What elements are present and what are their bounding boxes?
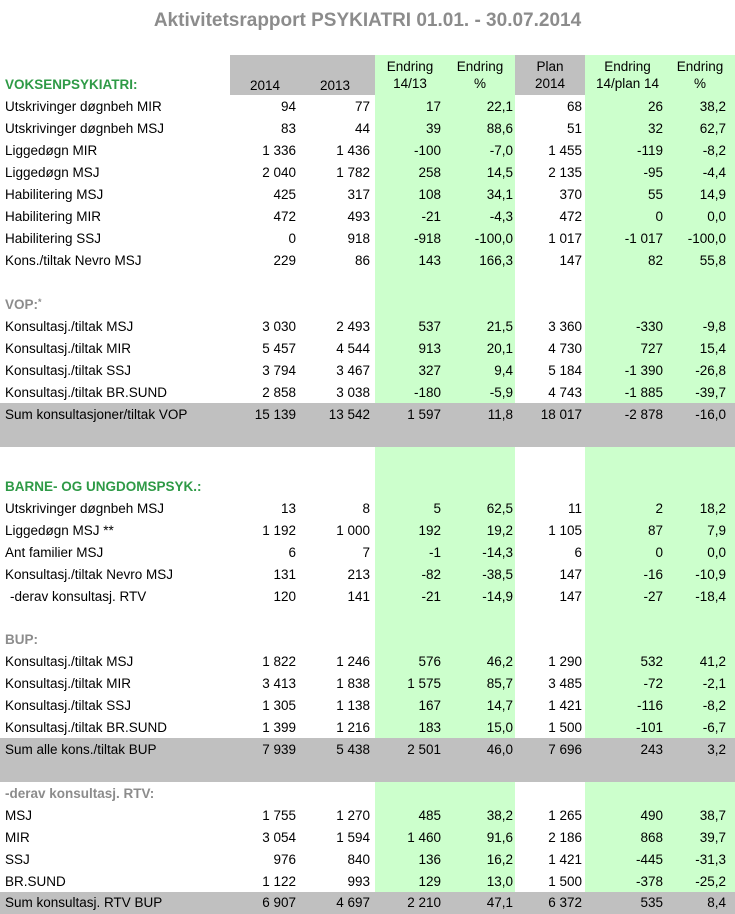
value-2013: 213 [347,567,370,582]
col-header-2014: 2014 [249,78,281,93]
table-row [0,651,735,673]
value-endring-1413: 183 [418,720,441,735]
value-2014: 6 [288,545,296,560]
value-2013: 1 246 [336,654,370,669]
value-endring-plan: 55 [647,187,663,202]
value-2013: 1 000 [336,523,370,538]
value-endring-pct-plan: -26,8 [695,363,726,378]
value-endring-plan: -101 [635,720,663,735]
value-plan-2014: 5 184 [548,363,582,378]
table-row [0,871,735,893]
value-2014: 0 [288,231,296,246]
value-plan-2014: 51 [566,121,582,136]
row-label: MSJ [5,808,32,823]
value-endring-pct-plan: -6,7 [702,720,726,735]
value-endring-pct: 9,4 [494,363,513,378]
value-2013: 77 [354,99,370,114]
value-2014: 3 054 [262,830,296,845]
table-row [0,520,735,542]
value-endring-1413: 327 [418,363,441,378]
value-plan-2014: 1 500 [548,720,582,735]
value-plan-2014: 1 421 [548,698,582,713]
report-title: Aktivitetsrapport PSYKIATRI 01.01. - 30.07.2014 [153,10,582,31]
value-endring-plan: -119 [636,143,663,158]
value-2013: 1 270 [336,808,370,823]
row-label: Utskrivinger døgnbeh MSJ [5,501,165,516]
value-2013: 1 594 [336,830,370,845]
sum-row [0,404,735,426]
value-endring-pct: 14,7 [486,698,513,713]
value-endring-pct-plan: -18,4 [695,589,726,604]
section-rtv: -derav konsultasj. RTV: [5,786,155,801]
col-header-plan-2014: Plan 2014 [534,59,566,91]
value-endring-pct: -5,9 [489,385,513,400]
value-2014: 94 [280,99,296,114]
value-endring-pct-plan: -4,4 [702,165,726,180]
value-endring-pct: -100,0 [474,231,513,246]
value-plan-2014: 1 290 [548,654,582,669]
value-endring-1413: 5 [433,501,441,516]
value-endring-plan: -116 [636,698,663,713]
value-2013: 1 782 [336,165,370,180]
row-label: Utskrivinger døgnbeh MSJ [5,121,165,136]
value-2014: 1 192 [262,523,296,538]
value-endring-pct-plan: 3,2 [707,742,726,757]
table-row [0,96,735,118]
value-plan-2014: 1 017 [548,231,582,246]
section-vop [5,294,42,316]
value-endring-plan: 532 [640,654,663,669]
value-endring-pct: 38,2 [486,808,513,823]
value-endring-plan: 0 [655,545,663,560]
value-endring-pct: 15,0 [486,720,513,735]
col-header-2013: 2013 [319,78,351,93]
sum-row [0,892,735,914]
value-plan-2014: 18 017 [540,407,582,422]
value-2013: 2 493 [336,319,370,334]
value-endring-pct: 85,7 [486,676,513,691]
value-endring-pct-plan: 39,7 [699,830,726,845]
value-endring-1413: 258 [418,165,441,180]
value-2014: 120 [273,589,296,604]
value-2013: 4 544 [336,341,370,356]
table-row [0,849,735,871]
value-endring-pct: -4,3 [489,209,513,224]
section-bup: BUP: [5,632,38,647]
value-endring-pct-plan: 14,9 [699,187,726,202]
value-endring-1413: 2 501 [407,742,441,757]
value-endring-pct-plan: -9,8 [702,319,726,334]
value-2013: 4 697 [336,895,370,910]
value-endring-1413: 108 [418,187,441,202]
value-endring-1413: 17 [425,99,441,114]
col-header-endring-1413: Endring 14/13 [386,59,434,91]
value-endring-pct: 166,3 [479,253,513,268]
value-endring-1413: 136 [418,852,441,867]
value-endring-plan: 82 [647,253,663,268]
row-label: Habilitering SSJ [5,231,102,246]
value-2014: 83 [280,121,296,136]
value-plan-2014: 1 421 [548,852,582,867]
value-endring-pct: -38,5 [482,567,513,582]
value-endring-1413: 576 [418,654,441,669]
value-endring-pct-plan: -8,2 [702,143,726,158]
value-2014: 15 139 [254,407,296,422]
table-row [0,250,735,272]
table-row [0,184,735,206]
value-endring-1413: 1 460 [407,830,441,845]
value-endring-pct-plan: -25,2 [695,874,726,889]
value-2014: 6 907 [262,895,296,910]
value-endring-pct-plan: 41,2 [699,654,726,669]
value-endring-1413: -1 [428,545,441,560]
value-endring-1413: -21 [421,209,441,224]
value-2014: 1 336 [262,143,296,158]
value-plan-2014: 6 [574,545,582,560]
value-endring-pct-plan: 38,2 [699,99,726,114]
value-plan-2014: 2 135 [548,165,582,180]
value-2013: 317 [347,187,370,202]
value-2014: 1 305 [262,698,296,713]
value-endring-plan: 243 [640,742,663,757]
value-plan-2014: 1 500 [548,874,582,889]
value-endring-plan: -330 [635,319,663,334]
value-2013: 840 [347,852,370,867]
value-plan-2014: 68 [566,99,582,114]
value-endring-plan: 490 [640,808,663,823]
value-endring-pct: 13,0 [486,874,513,889]
value-2014: 2 858 [262,385,296,400]
value-2013: 3 467 [336,363,370,378]
value-2013: 5 438 [336,742,370,757]
value-2013: 1 138 [336,698,370,713]
table-row [0,228,735,250]
row-label: Liggedøgn MSJ ** [5,523,114,538]
value-endring-1413: -918 [413,231,441,246]
value-plan-2014: 147 [559,589,582,604]
value-2014: 3 794 [262,363,296,378]
value-endring-1413: 1 575 [407,676,441,691]
value-endring-pct: 46,0 [486,742,513,757]
row-label: Liggedøgn MIR [5,143,98,158]
table-row [0,140,735,162]
value-plan-2014: 6 372 [548,895,582,910]
table-row [0,316,735,338]
value-endring-pct-plan: -31,3 [695,852,726,867]
section-barne-ungdom: BARNE- OG UNGDOMSPSYK.: [5,479,202,494]
table-row [0,498,735,520]
value-endring-pct-plan: -8,2 [702,698,726,713]
value-2013: 993 [347,874,370,889]
value-endring-plan: 727 [640,341,663,356]
value-2014: 7 939 [262,742,296,757]
value-endring-pct-plan: -39,7 [695,385,726,400]
table-row [0,118,735,140]
row-label: Kons./tiltak Nevro MSJ [5,253,142,268]
value-endring-plan: 535 [640,895,663,910]
section-voksen: VOKSENPSYKIATRI: [5,77,138,92]
value-endring-1413: 537 [418,319,441,334]
value-endring-pct-plan: 7,9 [707,523,726,538]
table-row [0,673,735,695]
value-endring-plan: 0 [655,209,663,224]
value-endring-pct: -7,0 [489,143,513,158]
row-label: Konsultasj./tiltak Nevro MSJ [5,567,174,582]
value-endring-pct: -14,9 [482,589,513,604]
row-label: Konsultasj./tiltak MSJ [5,319,134,334]
col-header-endring-plan: Endring 14/plan 14 [595,59,660,91]
table-row [0,338,735,360]
value-endring-pct-plan: -100,0 [687,231,726,246]
row-label: Sum konsultasj. RTV BUP [5,895,163,910]
value-endring-pct: 47,1 [486,895,513,910]
row-label: BR.SUND [5,874,66,889]
row-label: Utskrivinger døgnbeh MIR [5,99,162,114]
value-endring-1413: 192 [418,523,441,538]
value-2014: 1 122 [262,874,296,889]
value-plan-2014: 11 [567,501,582,516]
table-row [0,717,735,739]
value-2014: 472 [273,209,296,224]
row-label: -derav konsultasj. RTV [10,589,147,604]
table-row [0,695,735,717]
value-2014: 1 822 [262,654,296,669]
value-endring-plan: 2 [655,501,663,516]
value-endring-plan: -2 878 [624,407,663,422]
value-endring-1413: 913 [418,341,441,356]
value-2013: 7 [362,545,370,560]
value-endring-pct: 14,5 [486,165,513,180]
value-endring-pct: 22,1 [486,99,513,114]
value-endring-plan: -445 [635,852,663,867]
value-plan-2014: 147 [559,253,582,268]
row-label: Konsultasj./tiltak MIR [5,341,132,356]
col-header-endring-pct: Endring % [456,59,504,91]
value-2014: 229 [273,253,296,268]
value-endring-1413: 129 [418,874,441,889]
value-2013: 1 436 [336,143,370,158]
value-endring-1413: -21 [421,589,441,604]
value-endring-plan: -95 [643,165,663,180]
value-endring-plan: 868 [640,830,663,845]
value-endring-pct-plan: 55,8 [699,253,726,268]
value-plan-2014: 7 696 [548,742,582,757]
value-2013: 8 [362,501,370,516]
table-row [0,162,735,184]
value-2014: 3 030 [262,319,296,334]
value-2014: 3 413 [262,676,296,691]
section-vop-footnote-mark: * [38,297,42,307]
table-row [0,564,735,586]
value-endring-pct: 16,2 [486,852,513,867]
row-label: Konsultasj./tiltak SSJ [5,698,132,713]
value-endring-pct: 20,1 [486,341,513,356]
value-endring-plan: -1 017 [624,231,663,246]
value-endring-pct: 62,5 [486,501,513,516]
value-plan-2014: 3 485 [548,676,582,691]
value-2013: 44 [354,121,370,136]
value-endring-plan: -1 885 [624,385,663,400]
row-label: Konsultasj./tiltak SSJ [5,363,132,378]
value-2014: 131 [273,567,296,582]
table-row [0,542,735,564]
value-endring-pct: 34,1 [486,187,513,202]
row-label: Konsultasj./tiltak MIR [5,676,132,691]
row-label: Konsultasj./tiltak MSJ [5,654,134,669]
value-2014: 425 [273,187,296,202]
value-endring-pct-plan: 62,7 [699,121,726,136]
section-vop-label: VOP: [5,297,39,312]
value-plan-2014: 472 [559,209,582,224]
value-endring-plan: 87 [647,523,663,538]
value-2013: 13 542 [328,407,370,422]
value-2013: 3 038 [336,385,370,400]
value-endring-pct-plan: 0,0 [707,209,726,224]
value-plan-2014: 2 186 [548,830,582,845]
value-endring-pct: 88,6 [486,121,513,136]
value-endring-1413: -100 [413,143,441,158]
value-endring-pct: -14,3 [482,545,513,560]
row-label: Ant familier MSJ [5,545,104,560]
value-2013: 141 [347,589,370,604]
value-endring-plan: -1 390 [624,363,663,378]
value-endring-pct: 11,8 [487,407,513,422]
value-2014: 13 [280,501,296,516]
row-label: Konsultasj./tiltak BR.SUND [5,385,168,400]
table-row [0,360,735,382]
value-endring-pct-plan: 18,2 [699,501,726,516]
value-endring-1413: 143 [418,253,441,268]
table-row [0,382,735,404]
value-endring-pct-plan: 38,7 [699,808,726,823]
value-endring-pct: 19,2 [486,523,513,538]
row-label: Konsultasj./tiltak BR.SUND [5,720,168,735]
value-endring-pct-plan: 15,4 [699,341,726,356]
value-endring-1413: 485 [418,808,441,823]
value-endring-1413: 1 597 [407,407,441,422]
value-endring-1413: 2 210 [407,895,441,910]
value-endring-pct: 91,6 [486,830,513,845]
value-2014: 1 755 [262,808,296,823]
value-endring-plan: 26 [647,99,663,114]
value-plan-2014: 4 730 [548,341,582,356]
value-endring-plan: -378 [635,874,663,889]
value-plan-2014: 147 [559,567,582,582]
value-plan-2014: 370 [559,187,582,202]
table-row [0,805,735,827]
value-endring-pct-plan: 8,4 [707,895,726,910]
value-2014: 5 457 [262,341,296,356]
value-2013: 493 [347,209,370,224]
value-endring-plan: -16 [643,567,663,582]
row-label: SSJ [5,852,30,867]
value-2014: 1 399 [262,720,296,735]
value-endring-plan: 32 [647,121,663,136]
table-row [0,586,735,608]
value-endring-1413: 39 [425,121,441,136]
value-endring-1413: 167 [418,698,441,713]
value-endring-pct-plan: -2,1 [702,676,726,691]
value-plan-2014: 1 105 [548,523,582,538]
value-endring-1413: -82 [421,567,441,582]
row-label: Habilitering MSJ [5,187,104,202]
row-label: MIR [5,830,30,845]
value-endring-plan: -72 [643,676,663,691]
col-header-endring-pct-plan: Endring % [676,59,724,91]
value-2013: 1 216 [336,720,370,735]
value-2014: 976 [273,852,296,867]
table-row [0,827,735,849]
value-plan-2014: 4 743 [548,385,582,400]
value-endring-pct: 21,5 [486,319,513,334]
value-2013: 918 [347,231,370,246]
value-endring-pct-plan: -10,9 [695,567,726,582]
row-label: Sum alle kons./tiltak BUP [5,742,157,757]
value-plan-2014: 1 265 [548,808,582,823]
value-2014: 2 040 [262,165,296,180]
value-endring-1413: -180 [413,385,441,400]
value-endring-pct: 46,2 [486,654,513,669]
sum-row [0,739,735,761]
value-2013: 86 [354,253,370,268]
value-endring-pct-plan: -16,0 [695,407,726,422]
row-label: Liggedøgn MSJ [5,165,100,180]
table-row [0,206,735,228]
row-label: Habilitering MIR [5,209,102,224]
value-2013: 1 838 [336,676,370,691]
value-endring-pct-plan: 0,0 [707,545,726,560]
row-label: Sum konsultasjoner/tiltak VOP [5,407,188,422]
value-plan-2014: 1 455 [548,143,582,158]
value-endring-plan: -27 [643,589,663,604]
value-plan-2014: 3 360 [548,319,582,334]
